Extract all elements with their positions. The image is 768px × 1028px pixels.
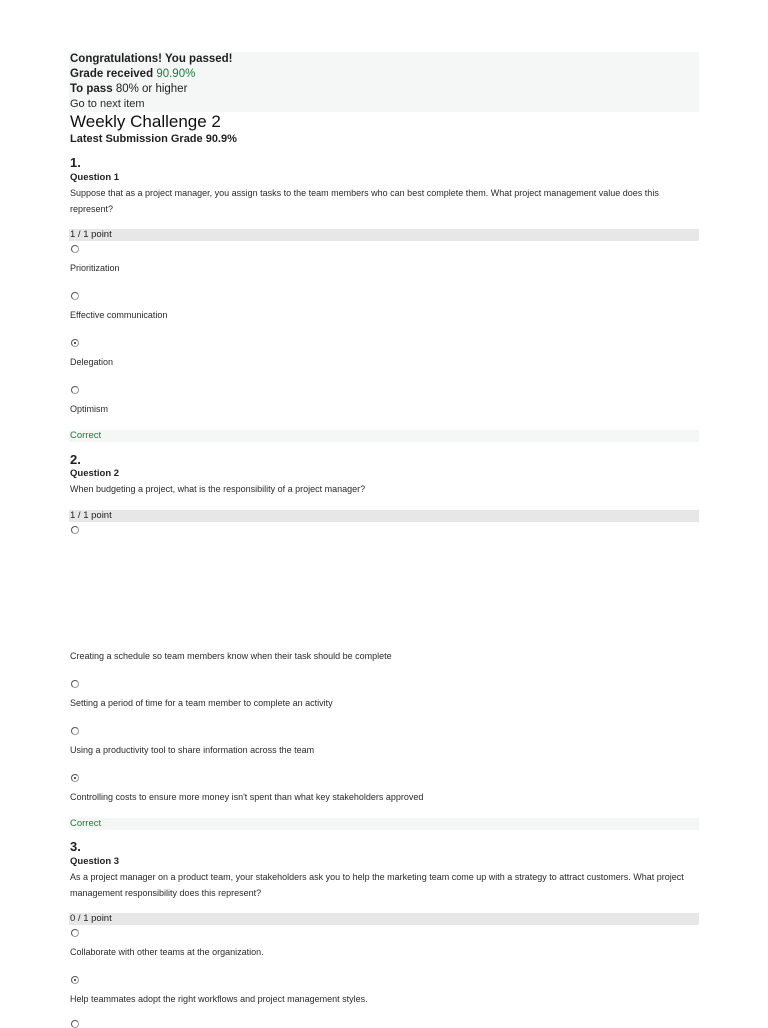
question-text: When budgeting a project, what is the responsibility of a project manager? [70,484,366,494]
question-text: Suppose that as a project manager, you assign tasks to the team members who can best complete them. What project management value does this represent? [70,188,659,214]
radio-button[interactable] [71,929,79,937]
radio-button-selected[interactable] [71,976,79,984]
pass-threshold [70,82,187,96]
question-number: 1. [70,155,81,170]
option-label: Delegation [70,357,114,367]
question-points: 0 / 1 point [69,913,699,925]
result-banner [69,52,699,112]
pass-message: Congratulations! You passed! [70,53,233,65]
question-text: As a project manager on a product team, your stakeholders ask you to help the marketing team come up with a strategy to attract customers. What project management responsibility does this represent? [70,872,684,898]
radio-button-selected[interactable] [71,339,79,347]
pass-label: To pass [70,83,113,95]
next-item-link[interactable]: Go to next item [70,98,145,110]
question-points: 1 / 1 point [69,510,699,522]
pass-value: 80% or higher [115,83,188,95]
grade-label: Grade received [70,68,154,80]
radio-button[interactable] [71,1020,79,1028]
option-label: Prioritization [70,263,120,273]
question-label: Question 2 [70,468,120,479]
feedback-correct: Correct [69,430,699,442]
grade-value: 90.90% [156,68,196,80]
option-label: Help teammates adopt the right workflows and project management styles. [70,994,368,1004]
option-label: Effective communication [70,310,168,320]
option-label: Collaborate with other teams at the organization. [70,947,264,957]
question-label: Question 1 [70,172,120,183]
radio-button[interactable] [71,727,79,735]
option-label: Using a productivity tool to share information across the team [70,745,315,755]
option-label: Controlling costs to ensure more money isn't spent than what key stakeholders approved [70,792,424,802]
radio-button[interactable] [71,245,79,253]
radio-button[interactable] [71,292,79,300]
radio-button-selected[interactable] [71,774,79,782]
latest-grade: Latest Submission Grade 90.9% [70,133,237,145]
question-label: Question 3 [70,856,120,867]
radio-button[interactable] [71,526,79,534]
page-title: Weekly Challenge 2 [70,112,221,131]
grade-received [70,67,195,81]
question-number: 3. [70,839,81,854]
option-label: Creating a schedule so team members know when their task should be complete [70,651,392,661]
radio-button[interactable] [71,386,79,394]
question-number: 2. [70,452,81,467]
option-label: Setting a period of time for a team member to complete an activity [70,698,333,708]
option-label: Optimism [70,404,108,414]
feedback-correct: Correct [69,818,699,830]
radio-button[interactable] [71,680,79,688]
question-points: 1 / 1 point [69,229,699,241]
